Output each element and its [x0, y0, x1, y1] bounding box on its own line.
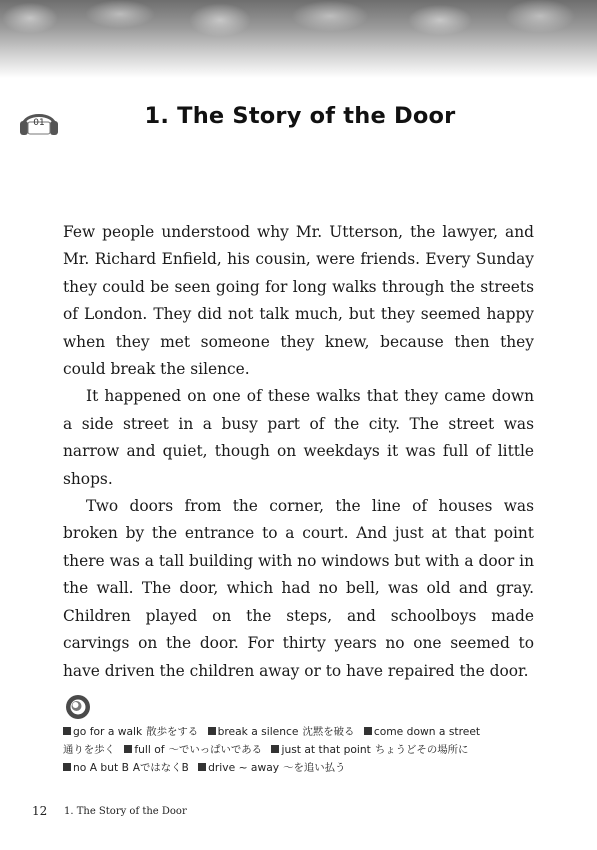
vocab-item: [208, 725, 355, 738]
vocab-jp: ちょうどその場所に: [374, 744, 469, 756]
body-text: [63, 219, 534, 685]
running-title: 1. The Story of the Door: [64, 806, 187, 817]
vocab-jp: AではなくB: [132, 762, 189, 774]
vocab-en: just at that point: [281, 743, 371, 756]
chapter-title: 1. The Story of the Door: [144, 103, 456, 129]
track-number: 01: [33, 118, 45, 128]
vocab-jp: 通りを歩く: [63, 744, 115, 756]
paragraph-3: Two doors from the corner, the line of houses was broken by the entrance to a court. And just at that point there was a tall building with no windows but with a door in the wall. The door, which had no bell, was old and gray. Children played on the steps, and schoolboys made carvings on the door. For thirty years no one seemed to have driven the children away or to have repaired the door.: [63, 497, 534, 680]
vocab-item: [63, 761, 189, 774]
vocab-jp: ～を追い払う: [283, 762, 346, 774]
paragraph-2: It happened on one of these walks that they came down a side street in a busy part of the city. The street was narrow and quiet, though on weekdays it was full of little shops.: [63, 387, 534, 488]
vocab-item: [63, 743, 115, 756]
vocab-item: [271, 743, 468, 756]
vocab-jp: ～でいっぱいである: [168, 744, 263, 756]
vocab-en: no A but B: [73, 761, 129, 774]
page-header-band: [0, 0, 597, 78]
paragraph-1: Few people understood why Mr. Utterson, the lawyer, and Mr. Richard Enfield, his cousin, were friends. Every Sunday they could be seen going for long walks through the streets of London. They did not talk much, but they seemed happy when they met someone they knew, because then they could break the silence.: [63, 223, 534, 379]
vocab-en: full of: [134, 743, 165, 756]
vocab-en: break a silence: [217, 725, 299, 738]
vocab-item: [124, 743, 262, 756]
vocab-en: go for a walk: [73, 725, 143, 738]
vocab-en: come down a street: [373, 725, 481, 738]
vocab-item: [198, 761, 345, 774]
vocab-item: [364, 725, 480, 738]
vocab-jp: 散歩をする: [146, 726, 199, 738]
vocabulary-icon: [65, 694, 91, 720]
page-number: 12: [32, 804, 48, 818]
audio-track-badge[interactable]: [18, 104, 60, 138]
vocabulary-list: [63, 723, 537, 777]
vocab-en: drive ~ away: [208, 761, 280, 774]
vocab-jp: 沈黙を破る: [302, 726, 355, 738]
vocab-item: [63, 725, 198, 738]
